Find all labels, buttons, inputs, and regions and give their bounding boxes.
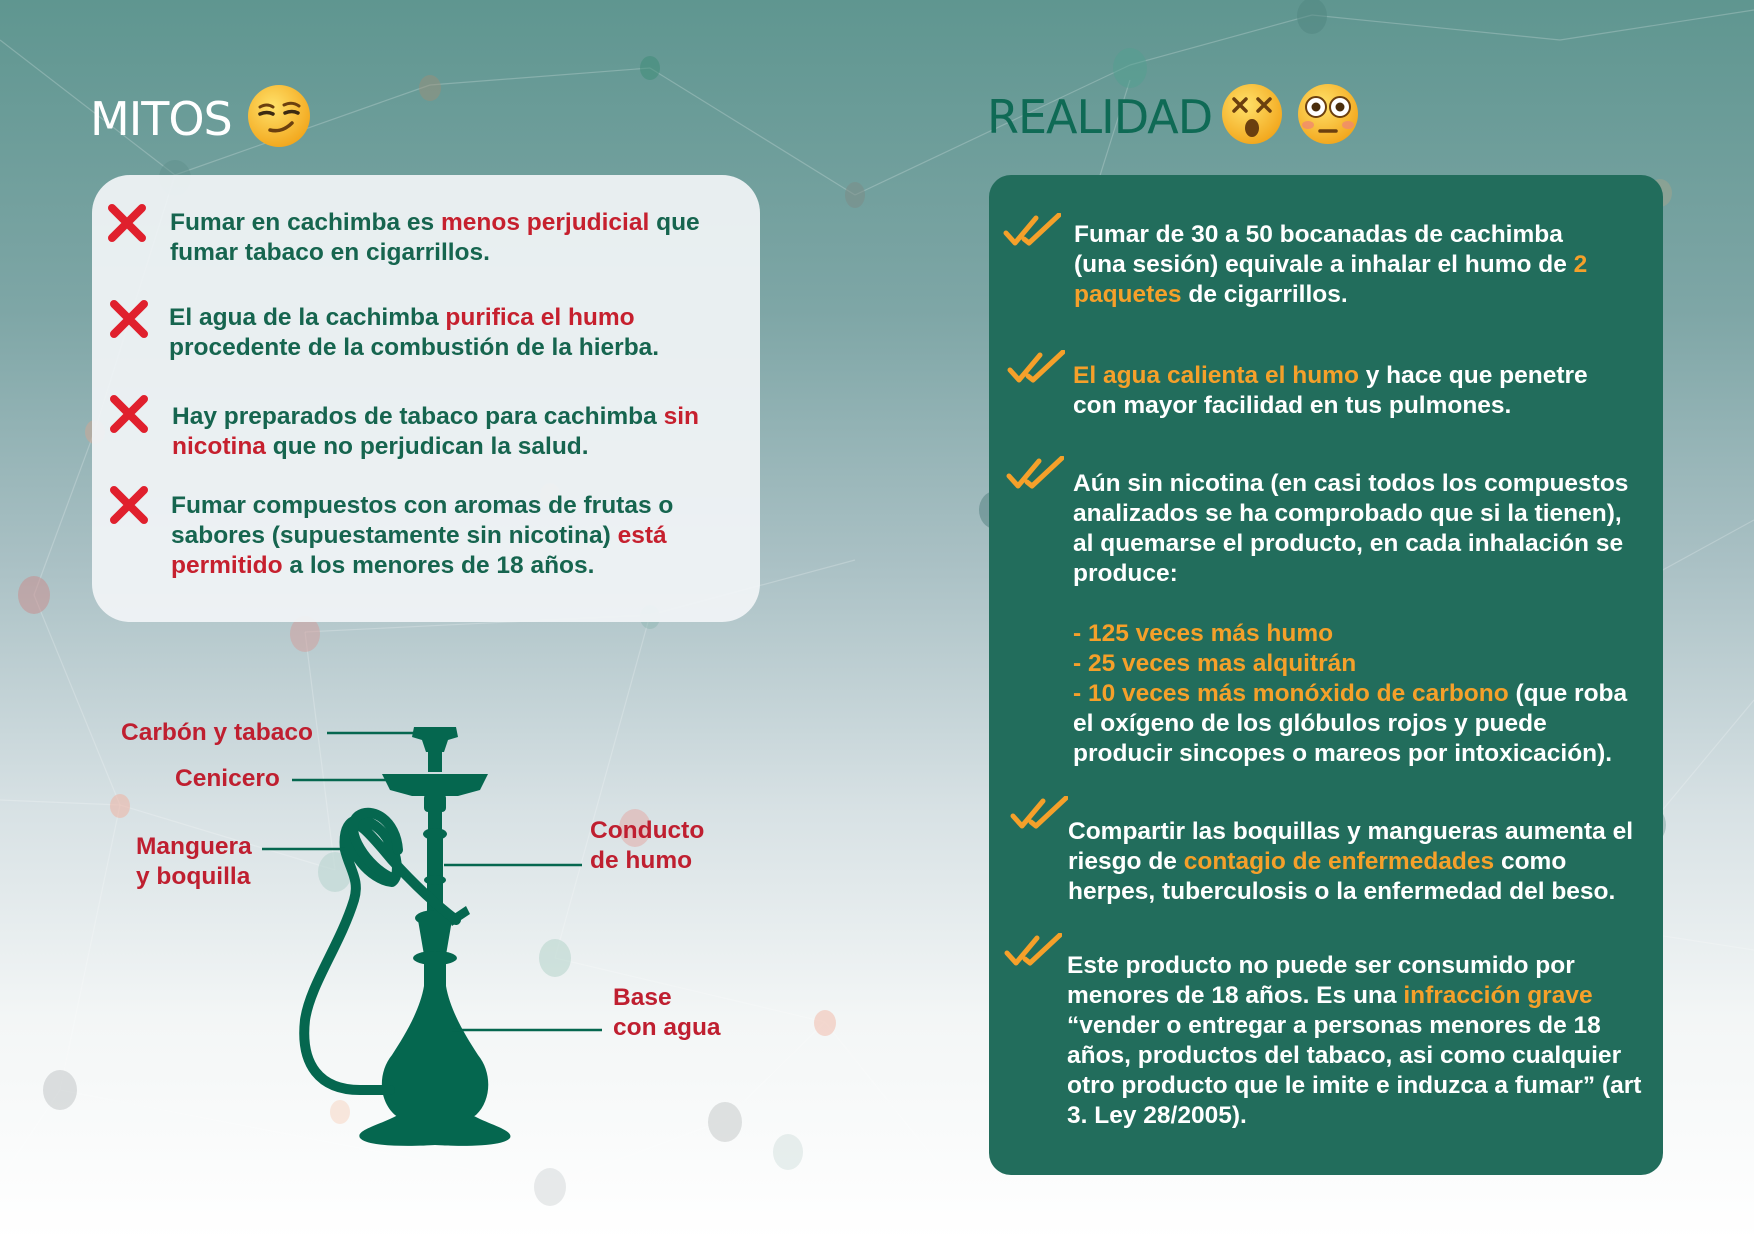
reality-text: Este producto no puede ser consumido por menores de 18 años. Es una [1067,952,1575,1009]
reality-list-item: - 25 veces mas alquitrán [1073,650,1357,677]
reality-highlight: infracción grave [1403,982,1593,1009]
reality-item [1074,220,1614,310]
dizzy-face-icon [1220,81,1284,147]
realidad-title: REALIDAD [987,90,1213,144]
reality-text: “vender o entregar a personas menores de 18 años, productos del tabaco, asi como cualquier otro producto que le imite e induzca a fumar” (art 3. Ley 28/2005). [1067,1012,1642,1129]
myth-text: Fumar compuestos con aromas de frutas o sabores (supuestamente sin nicotina) [171,492,674,549]
reality-item [1073,469,1633,769]
reality-item [1073,361,1633,421]
mitos-title: MITOS [90,92,232,146]
myth-highlight: purifica el humo [445,304,635,331]
label-base: Base [613,984,672,1011]
reality-text: de cigarrillos. [1181,281,1348,308]
label-carbon: Carbón y tabaco [121,719,313,746]
flushed-face-icon [1296,81,1360,147]
label-de-humo: de humo [590,847,693,874]
label-con-agua: con agua [613,1014,721,1041]
myth-text: Hay preparados de tabaco para cachimba [172,403,664,430]
label-boquilla: y boquilla [136,863,251,890]
reality-list-item: - 10 veces más monóxido de carbono [1073,680,1509,707]
myth-text: que fumar tabaco en cigarrillos. [170,209,700,266]
myth-text: que no perjudican la salud. [265,433,589,460]
reality-highlight: 2 paquetes [1074,251,1588,308]
label-cenicero: Cenicero [175,765,280,792]
double-check-icon [1007,350,1065,386]
myth-text: El agua de la cachimba [169,304,446,331]
myth-text: Fumar en cachimba es [170,209,441,236]
reality-item [1067,951,1642,1131]
reality-text: y hace que penetre con mayor facilidad en tus pulmones. [1073,362,1588,419]
reality-text: Fumar de 30 a 50 bocanadas de cachimba (una sesión) equivale a inhalar el humo de [1074,221,1574,278]
reality-item [1068,817,1638,907]
myth-text: a los menores de 18 años. [282,552,595,579]
reality-highlight: El agua calienta el humo [1073,362,1359,389]
label-manguera: Manguera [136,833,252,860]
myth-highlight: está permitido [171,522,667,579]
myth-highlight: menos perjudicial [440,209,650,236]
reality-highlight: contagio de enfermedades [1183,848,1495,875]
double-check-icon [1006,456,1064,492]
double-check-icon [1004,933,1062,969]
label-conducto: Conducto [590,817,705,844]
reality-list-item: - 125 veces más humo [1073,620,1334,647]
hookah-silhouette [359,727,510,1146]
reality-text: (que roba el oxígeno de los glóbulos rojos y puede producir sincopes o mareos por intoxicación). [1073,680,1628,767]
reality-text: como herpes, tuberculosis o la enfermedad del beso. [1068,848,1616,905]
reality-text: Compartir las boquillas y mangueras aumenta el riesgo de [1068,818,1634,875]
double-check-icon [1010,796,1068,832]
myth-highlight: sin nicotina [172,403,699,460]
myth-text: procedente de la combustión de la hierba. [169,334,660,361]
double-check-icon [1003,213,1061,249]
reality-text: Aún sin nicotina (en casi todos los compuestos analizados se ha comprobado que si la tienen), al quemarse el producto, en cada inhalación se produce: [1073,470,1629,587]
